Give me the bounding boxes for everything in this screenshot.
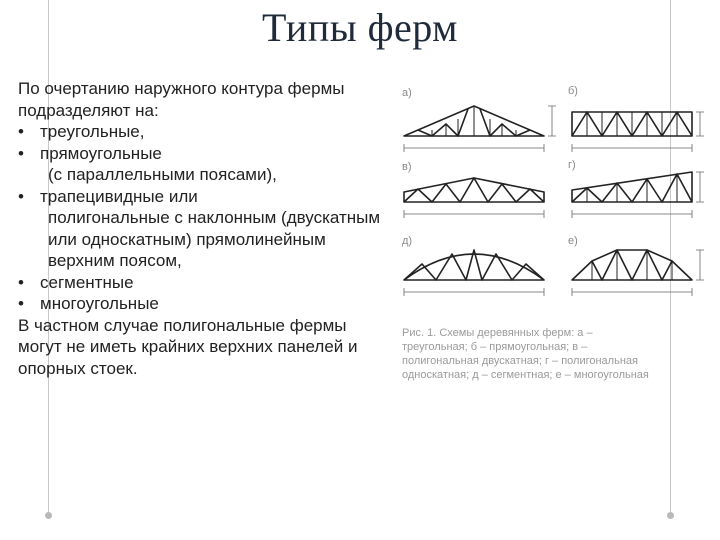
panel-label: е)	[568, 235, 578, 247]
slide-body	[18, 78, 388, 379]
list-item-text: сегментные	[40, 272, 134, 292]
panel-label: г)	[568, 159, 576, 171]
bullet: •	[18, 143, 24, 163]
figure-caption: Рис. 1. Схемы деревянных ферм: а – треугольная; б – прямоугольная; в – полигональная двускатная; г – полигональная односкатная; д – сегментная; е – многоугольная	[402, 327, 649, 381]
truss-schemes-drawing	[396, 78, 716, 328]
list-item-subtext: (с параллельными поясами),	[48, 165, 277, 184]
list-item	[18, 272, 388, 294]
panel-label: д)	[402, 235, 413, 247]
panel-label: а)	[402, 87, 412, 99]
list-item	[18, 186, 388, 272]
truss-type-list	[18, 121, 388, 315]
truss-polygonal-single	[572, 172, 692, 202]
outro-text: В частном случае полигональные фермы могут не иметь крайних верхних панелей и опорных стоек.	[18, 315, 358, 378]
truss-rectangular	[572, 112, 692, 136]
frame-right-dot	[667, 512, 674, 519]
dimension-lines	[404, 106, 704, 296]
list-item-text: треугольные,	[40, 122, 145, 141]
list-item-subtext: полигональные с наклонным (двускатным или односкатным) прямолинейным верхним поясом,	[48, 208, 381, 270]
truss-polygonal-dual	[404, 178, 544, 202]
bullet: •	[18, 294, 24, 313]
list-item-text: прямоугольные	[40, 143, 162, 163]
slide-title: Типы ферм	[261, 5, 458, 50]
list-item-text: трапецивидные или	[40, 186, 198, 206]
panel-label: б)	[568, 85, 578, 97]
list-item-text: многоугольные	[40, 294, 159, 313]
list-item	[18, 293, 388, 315]
bullet: •	[18, 272, 24, 292]
frame-left-dot	[45, 512, 52, 519]
bullet: •	[18, 122, 24, 141]
truss-multisided	[572, 250, 692, 280]
truss-segmental	[404, 250, 544, 280]
bullet: •	[18, 186, 24, 206]
panel-label: в)	[402, 161, 412, 173]
intro-text: По очертанию наружного контура фермы подразделяют на:	[18, 79, 345, 120]
truss-triangular	[404, 106, 544, 136]
list-item	[18, 121, 388, 143]
list-item	[18, 143, 388, 186]
